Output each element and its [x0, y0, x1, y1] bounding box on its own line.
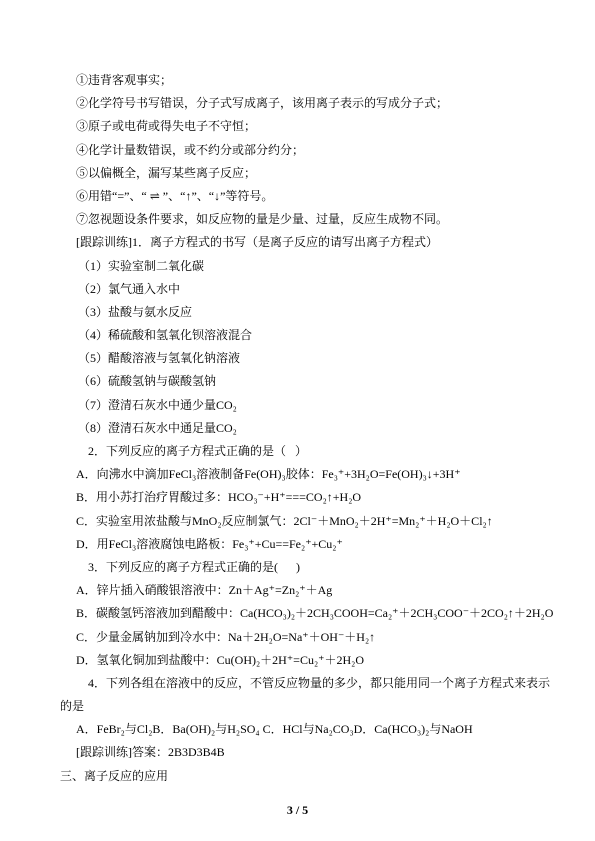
practice-item: （6）硫酸氢钠与碳酸氢钠: [78, 374, 217, 389]
practice-item: （3）盐酸与氨水反应: [78, 304, 193, 319]
practice-item: （2）氯气通入水中: [78, 281, 181, 296]
practice-title: [跟踪训练]1．离子方程式的书写（是离子反应的请写出离子方程式）: [76, 235, 438, 250]
question-stem: 2．下列反应的离子方程式正确的是（ ）: [88, 444, 308, 458]
question-option: A．锌片插入硝酸银溶液中：Zn＋Ag⁺=Zn₂⁺＋Ag: [76, 583, 333, 598]
practice-item: （1）实验室制二氧化碳: [78, 258, 205, 273]
question-option: D．用FeCl₃溶液腐蚀电路板：Fe₃⁺+Cu==Fe₂⁺+Cu₂⁺: [76, 536, 343, 551]
question-option: B．碳酸氢钙溶液加到醋酸中：Ca(HCO₃)₂＋2CH₃COOH=Ca₂⁺＋2CH₃COO⁻＋2CO₂↑＋2H₂O: [76, 606, 554, 621]
error-type-item: ④化学计量数错误，或不约分或部分约分；: [76, 142, 305, 157]
question-stem-continuation: 的是: [60, 699, 85, 714]
practice-item: （8）澄清石灰水中通足量CO₂: [78, 420, 237, 435]
practice-item: （7）澄清石灰水中通少量CO₂: [78, 397, 237, 412]
question-option: D．氢氧化铜加到盐酸中：Cu(OH)₂＋2H⁺=Cu₂⁺＋2H₂O: [76, 652, 364, 667]
question-option: C．实验室用浓盐酸与MnO₂反应制氯气：2Cl⁻＋MnO₂＋2H⁺=Mn₂⁺＋H₂O＋Cl₂↑: [76, 513, 493, 528]
error-type-item: ①违背客观事实；: [76, 73, 173, 87]
error-type-item: ⑥用错“=”、“ ⇌ ”、“↑”、“↓”等符号。: [76, 188, 274, 203]
page-body: [0, 69, 595, 788]
error-type-item: ③原子或电荷或得失电子不守恒；: [76, 119, 257, 134]
question-option: A．向沸水中滴加FeCl₃溶液制备Fe(OH)₃胶体：Fe₃⁺+3H₂O=Fe(OH)₃↓+3H⁺: [76, 467, 461, 482]
error-type-item: ⑤以偏概全，漏写某些离子反应；: [76, 165, 257, 180]
question-option: C．少量金属钠加到冷水中：Na＋2H₂O=Na⁺＋OH⁻＋H₂↑: [76, 629, 376, 644]
error-type-item: ⑦忽视题设条件要求，如反应物的量是少量、过量，反应生成物不同。: [76, 212, 449, 227]
question-options-line: A．FeBr₂与Cl₂B．Ba(OH)₂与H₂SO₄ C．HCl与Na₂CO₃D．Ca(HCO₃)₂与NaOH: [76, 722, 473, 737]
question-stem: 3．下列反应的离子方程式正确的是( ): [88, 559, 300, 574]
page-number: 3 / 5: [286, 803, 309, 817]
question-stem: 4．下列各组在溶液中的反应，不管反应物量的多少，都只能用同一个离子方程式来表示: [88, 675, 551, 690]
answer-line: [跟踪训练]答案：2B3D3B4B: [76, 745, 225, 760]
question-option: B．用小苏打治疗胃酸过多：HCO₃⁻+H⁺===CO₂↑+H₂O: [76, 490, 362, 505]
error-type-item: ②化学符号书写错误，分子式写成离子，该用离子表示的写成分子式；: [76, 96, 449, 111]
section-heading: 三、离子反应的应用: [60, 768, 169, 783]
practice-item: （4）稀硫酸和氢氧化钡溶液混合: [78, 328, 253, 343]
practice-item: （5）醋酸溶液与氢氧化钠溶液: [78, 351, 241, 366]
